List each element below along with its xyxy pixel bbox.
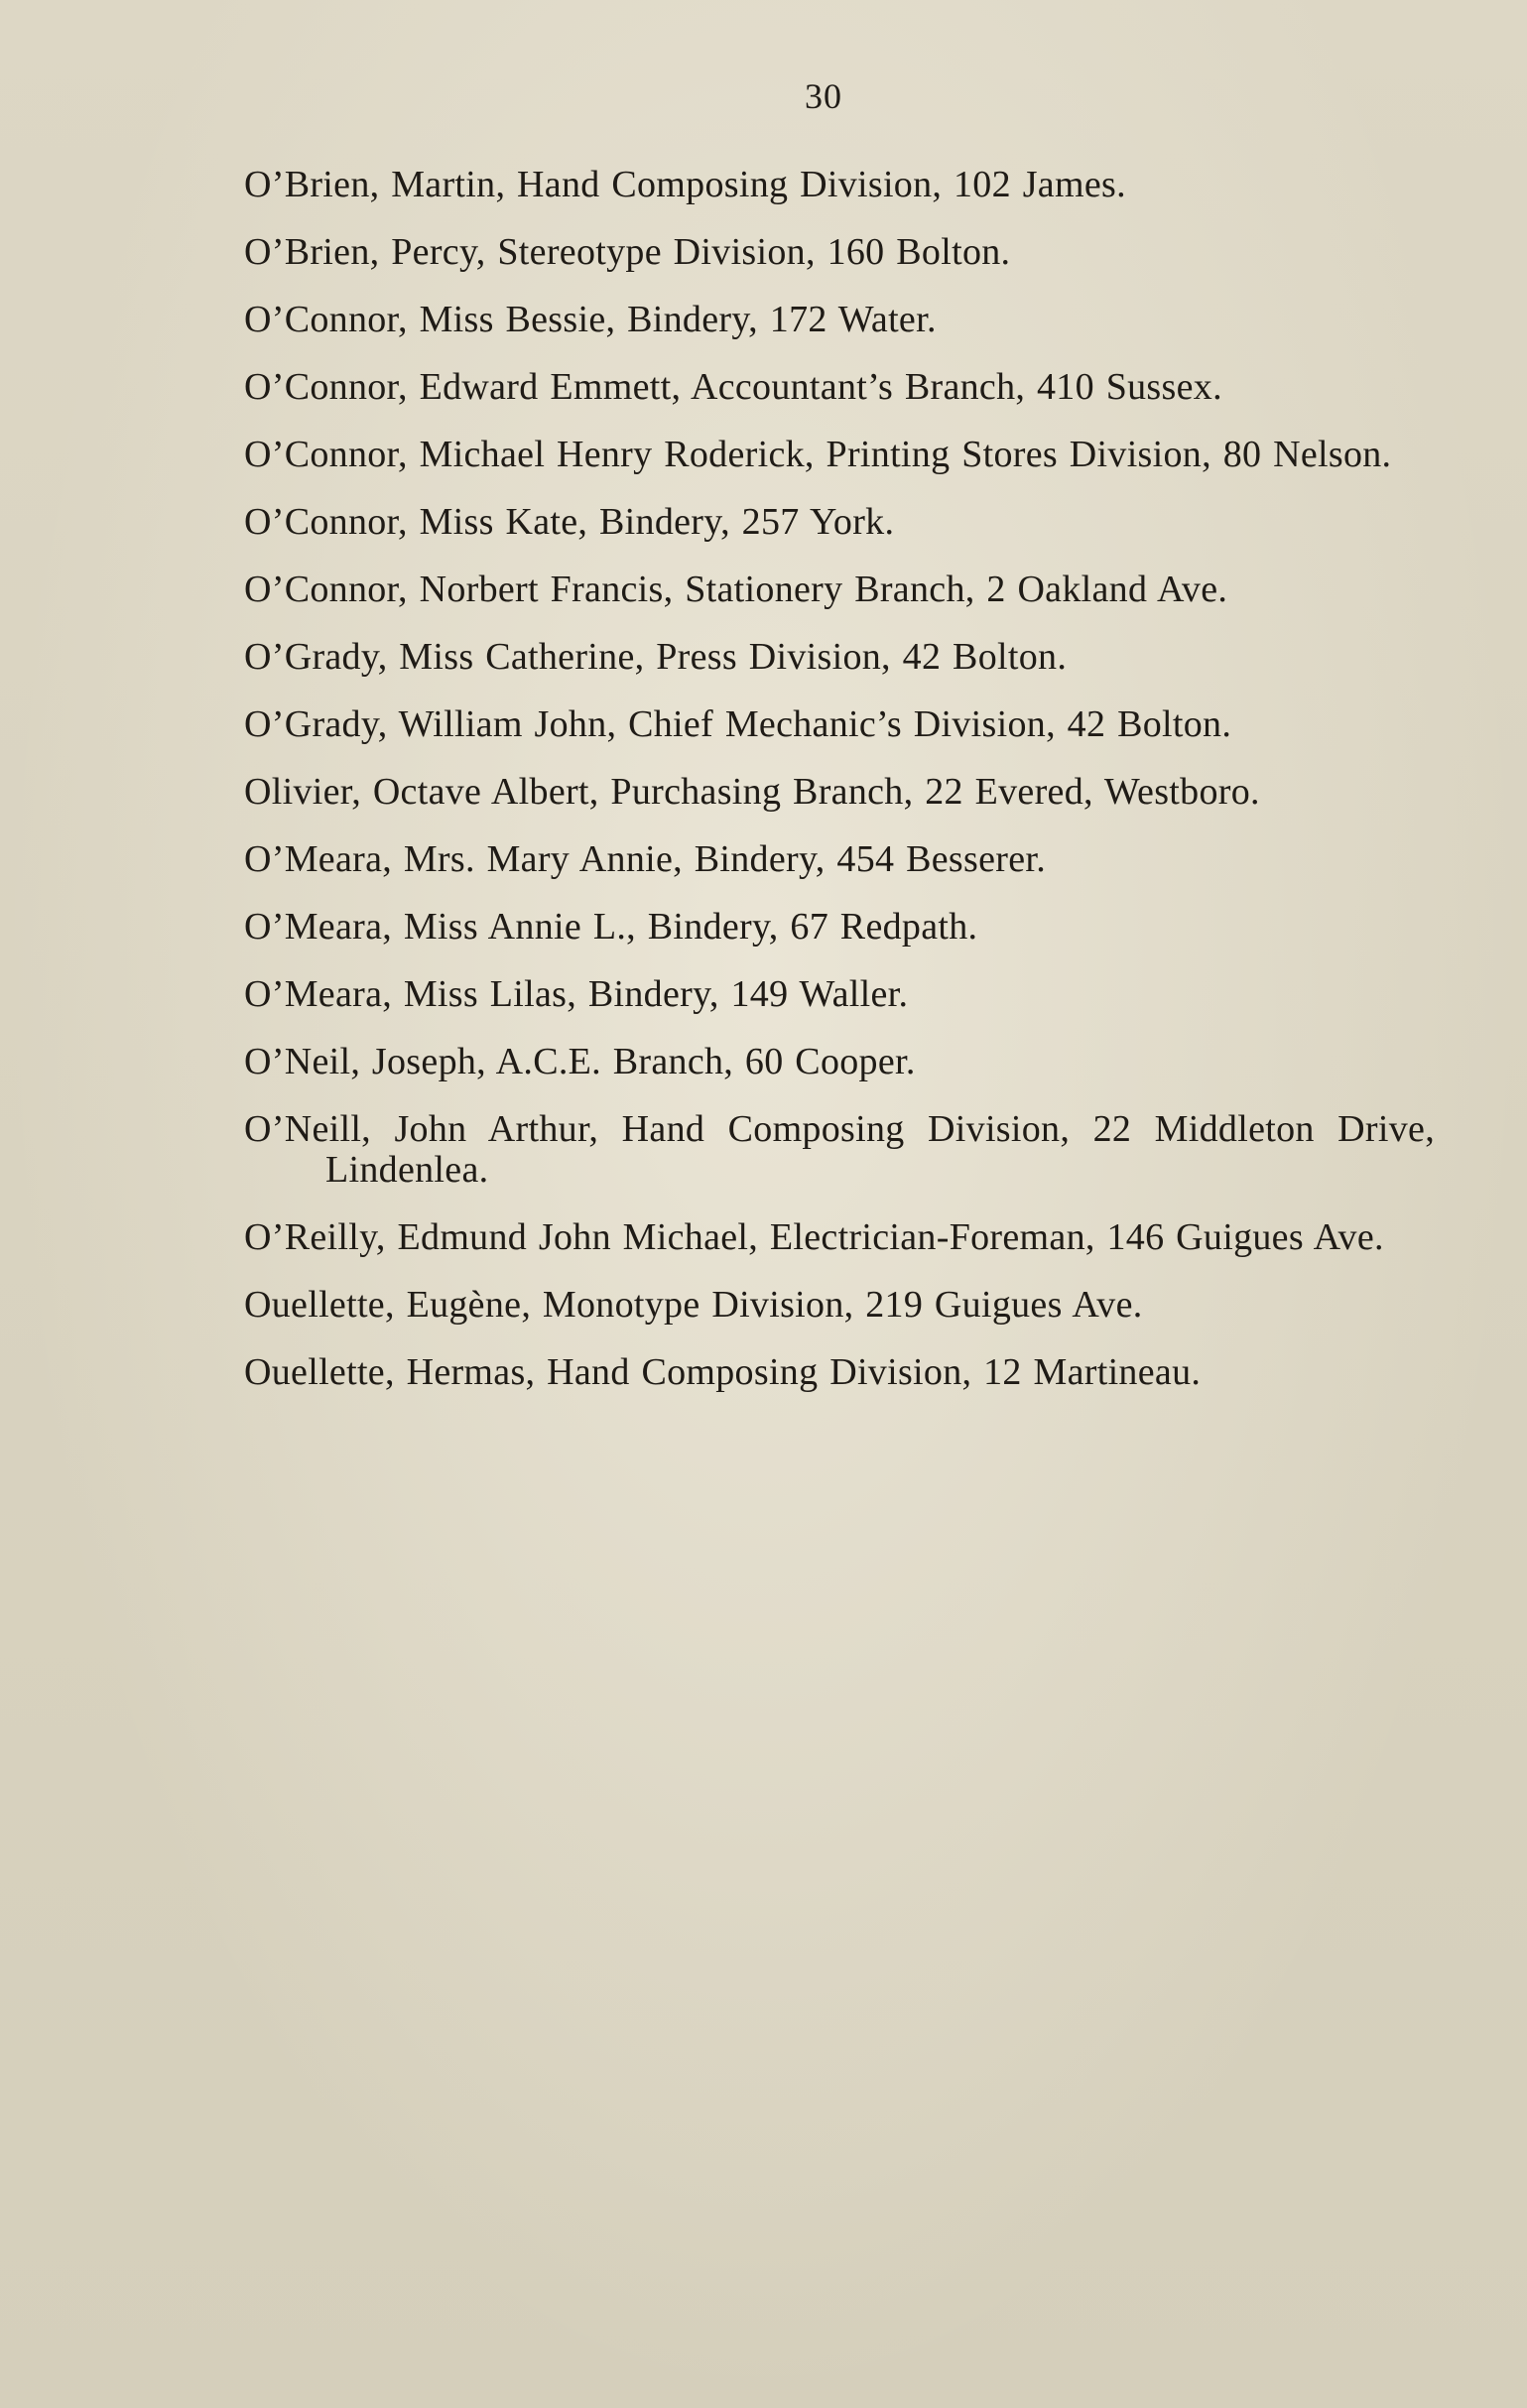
directory-entry: O’Connor, Edward Emmett, Accountant’s Branch, 410 Sussex. [244, 366, 1222, 408]
directory-entry: Ouellette, Hermas, Hand Composing Division, 12 Martineau. [244, 1351, 1202, 1393]
directory-entry: O’Connor, Norbert Francis, Stationery Branch, 2 Oakland Ave. [244, 569, 1228, 610]
directory-entry: Ouellette, Eugène, Monotype Division, 219 Guigues Ave. [244, 1284, 1143, 1326]
page-number: 30 [805, 76, 842, 116]
directory-entry: O’Reilly, Edmund John Michael, Electrician-Foreman, 146 Guigues Ave. [244, 1216, 1384, 1258]
directory-entry: Olivier, Octave Albert, Purchasing Branch, 22 Evered, Westboro. [244, 771, 1260, 813]
directory-entry: O’Connor, Miss Kate, Bindery, 257 York. [244, 501, 895, 543]
directory-entry: O’Brien, Percy, Stereotype Division, 160 Bolton. [244, 231, 1011, 273]
directory-entry: O’Neil, Joseph, A.C.E. Branch, 60 Cooper. [244, 1041, 916, 1082]
directory-entry: O’Grady, William John, Chief Mechanic’s Division, 42 Bolton. [244, 703, 1232, 745]
directory-entry: O’Meara, Mrs. Mary Annie, Bindery, 454 Besserer. [244, 838, 1047, 880]
directory-entry: O’Connor, Michael Henry Roderick, Printing Stores Division, 80 Nelson. [244, 434, 1392, 475]
directory-entry: O’Brien, Martin, Hand Composing Division, 102 James. [244, 164, 1126, 205]
directory-list [244, 165, 1435, 1420]
directory-entry: O’Neill, John Arthur, Hand Composing Division, 22 Middleton Drive, Lindenlea. [244, 1108, 1435, 1191]
directory-entry: O’Meara, Miss Annie L., Bindery, 67 Redpath. [244, 906, 978, 948]
directory-entry: O’Grady, Miss Catherine, Press Division, 42 Bolton. [244, 636, 1068, 678]
directory-entry: O’Meara, Miss Lilas, Bindery, 149 Waller. [244, 973, 909, 1015]
directory-entry: O’Connor, Miss Bessie, Bindery, 172 Water. [244, 299, 937, 340]
